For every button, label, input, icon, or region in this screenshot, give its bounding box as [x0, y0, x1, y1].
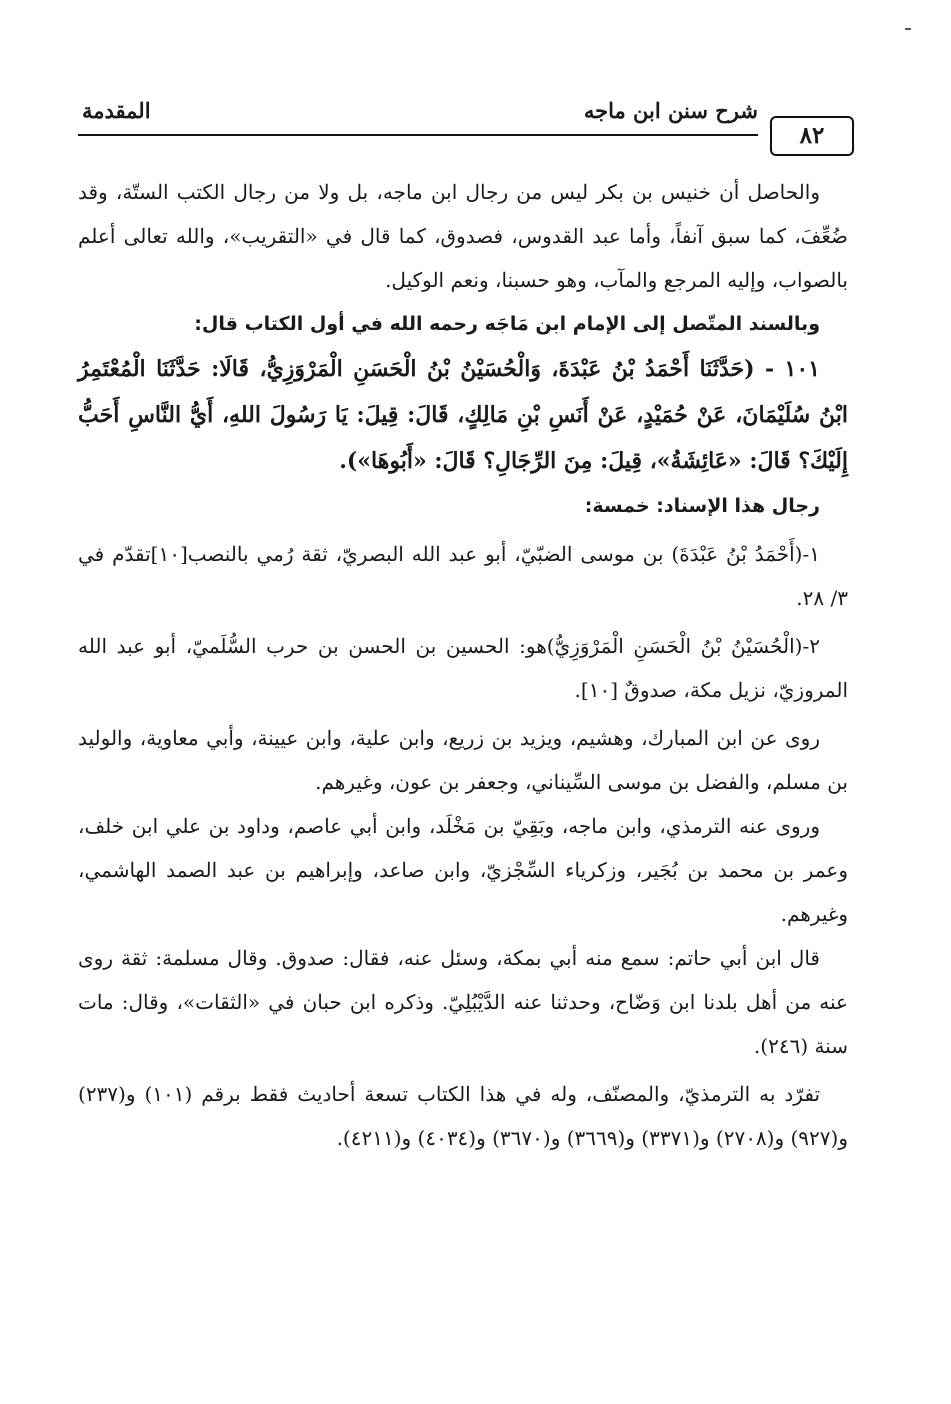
narrator-2: ٢-(الْحُسَيْنُ بْنُ الْحَسَنِ الْمَرْوَزِيُّ)هو: الحسين بن الحسن بن حرب السُّلَميّ، أبو عبد الله المروزيّ، نزيل مكة، صدوقٌ [١٠]. [78, 634, 848, 702]
narrator-1: ١-(أَحْمَدُ بْنُ عَبْدَةَ) بن موسى الضبّيّ، أبو عبد الله البصريّ، ثقة رُمي بالنصب[١٠]تقدّم في ٣/ ٢٨. [78, 542, 848, 610]
hadith-text: ١٠١ - (حَدَّثَنَا أَحْمَدُ بْنُ عَبْدَةَ، وَالْحُسَيْنُ بْنُ الْحَسَنِ الْمَرْوَزِيُّ، قَالَا: حَدَّثَنَا الْمُعْتَمِرُ ابْنُ سُلَيْمَانَ، عَنْ حُمَيْدٍ، عَنْ أَنَسِ بْنِ مَالِكٍ، قَالَ: قِيلَ: يَا رَسُولَ اللهِ، أَيُّ النَّاسِ أَحَبُّ إِلَيْكَ؟ قَالَ: «عَائِشَةُ»، قِيلَ: مِنَ الرِّجَالِ؟ قَالَ: «أَبُوهَا»). [78, 356, 848, 474]
paragraph-narrated-by: وروى عنه الترمذي، وابن ماجه، وبَقِيّ بن مَخْلَد، وابن أبي عاصم، وداود بن علي ابن خلف، وعمر بن محمد بن بُجَير، وزكرياء السِّجْزيّ، وابن صاعد، وإبراهيم بن عبد الصمد الهاشمي، وغيرهم. [78, 814, 848, 926]
page-number: ٨٢ [770, 116, 854, 156]
paragraph-narrated-from: روى عن ابن المبارك، وهشيم، ويزيد بن زريع، وابن علية، وابن عيينة، وأبي معاوية، والوليد بن مسلم، والفضل بن موسى السِّيناني، وجعفر بن عون، وغيرهم. [78, 726, 848, 794]
margin-mark [905, 28, 911, 30]
chain-heading: وبالسند المتّصل إلى الإمام ابن مَاجَه رحمه الله في أول الكتاب قال: [194, 313, 820, 335]
section-title: المقدمة [82, 98, 151, 123]
page-header [78, 96, 854, 158]
narrators-heading: رجال هذا الإسناد: خمسة: [584, 495, 820, 517]
page-body [78, 170, 848, 1160]
paragraph-opinions: قال ابن أبي حاتم: سمع منه أبي بمكة، وسئل عنه، فقال: صدوق. وقال مسلمة: ثقة روى عنه من أهل بلدنا ابن وَضّاح، وحدثنا عنه الدَّيْبُلِيّ. وذكره ابن حبان في «الثقات»، وقال: مات سنة (٢٤٦). [78, 946, 848, 1058]
paragraph-unique: تفرّد به الترمذيّ، والمصنّف، وله في هذا الكتاب تسعة أحاديث فقط برقم (١٠١) و(٢٣٧) و(٩٢٧) و(٢٧٠٨) و(٣٣٧١) و(٣٦٦٩) و(٣٦٧٠) و(٤٠٣٤) و(٤٢١١). [78, 1082, 848, 1150]
book-title: شرح سنن ابن ماجه [583, 98, 758, 123]
header-rule [78, 134, 758, 136]
paragraph-conclusion: والحاصل أن خنيس بن بكر ليس من رجال ابن ماجه، بل ولا من رجال الكتب الستّة، وقد ضُعِّفَ، كما سبق آنفاً، وأما عبد القدوس، فصدوق، كما قال في «التقريب»، والله تعالى أعلم بالصواب، وإليه المرجع والمآب، وهو حسبنا، ونعم الوكيل. [78, 180, 848, 292]
